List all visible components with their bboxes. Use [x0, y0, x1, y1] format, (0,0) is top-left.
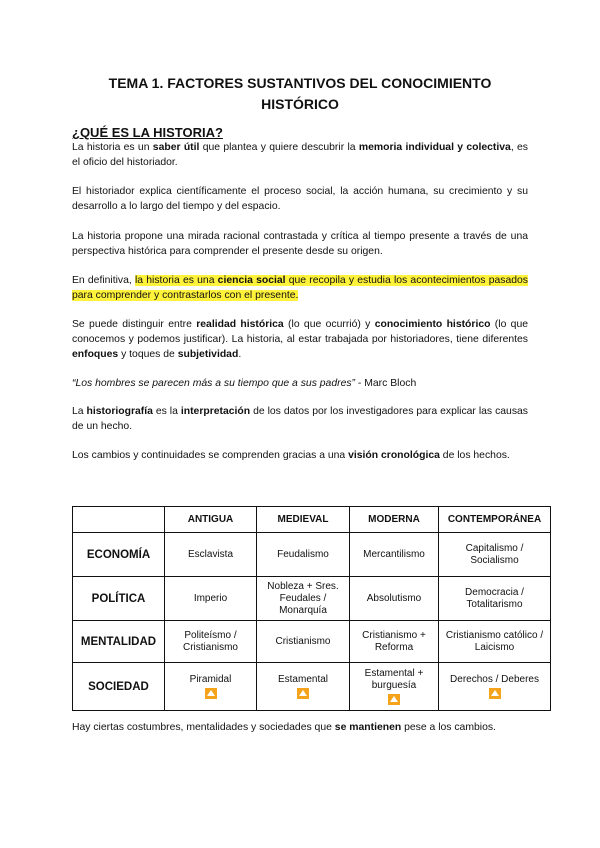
table-header-cell: CONTEMPORÁNEA [439, 507, 551, 533]
table-header-cell: ANTIGUA [165, 507, 257, 533]
table-cell: Cristianismo católico / Laicismo [439, 621, 551, 663]
highlighted-text: la historia es una ciencia social que recopila y estudia los acontecimientos pasados para comprender y contrastarlos con el presente. [72, 275, 528, 301]
quote-bloch: “Los hombres se parecen más a su tiempo que a sus padres” - Marc Bloch [72, 378, 417, 389]
table-cell: Estamental + burguesía [350, 663, 439, 711]
paragraph-definition: La historia es un saber útil que plantea y quiere descubrir la memoria individual y colectiva, es el oficio del historiador. [72, 142, 528, 168]
table-row [73, 621, 551, 663]
paragraph-perspective: La historia propone una mirada racional contrastada y crítica al tiempo presente a través de una perspectiva histórica para comprender el presente desde su origen. [72, 231, 528, 257]
table-header-cell: MEDIEVAL [257, 507, 350, 533]
document-title: TEMA 1. FACTORES SUSTANTIVOS DEL CONOCIMIENTO HISTÓRICO [108, 75, 492, 112]
table-cell: Imperio [165, 577, 257, 621]
warning-triangle-icon [297, 688, 309, 699]
row-label: ECONOMÍA [73, 533, 165, 577]
table-cell: Cristianismo + Reforma [350, 621, 439, 663]
row-label: SOCIEDAD [73, 663, 165, 711]
paragraph-historiography: La historiografía es la interpretación de los datos por los investigadores para explicar las causas de un hecho. [72, 406, 528, 432]
warning-triangle-icon [388, 694, 400, 705]
paragraph-continuities: Hay ciertas costumbres, mentalidades y sociedades que se mantienen pese a los cambios. [72, 722, 496, 733]
warning-triangle-icon [205, 688, 217, 699]
table-header-row [73, 507, 551, 533]
table-row [73, 577, 551, 621]
table-cell: Piramidal [165, 663, 257, 711]
warning-triangle-icon [489, 688, 501, 699]
paragraph-conclusion: En definitiva, la historia es una ciencia social que recopila y estudia los acontecimientos pasados para comprender y contrastarlos con el presente. [72, 275, 528, 301]
table-cell: Cristianismo [257, 621, 350, 663]
section-title: ¿QUÉ ES LA HISTORIA? [72, 125, 223, 140]
table-cell: Feudalismo [257, 533, 350, 577]
paragraph-chronology: Los cambios y continuidades se comprenden gracias a una visión cronológica de los hechos. [72, 450, 510, 461]
table-cell: Politeísmo / Cristianismo [165, 621, 257, 663]
history-periods-table [72, 506, 551, 711]
table-cell: Derechos / Deberes [439, 663, 551, 711]
paragraph-historian: El historiador explica científicamente el proceso social, la acción humana, su crecimiento y su desarrollo a lo largo del tiempo y del espacio. [72, 186, 528, 212]
table-cell: Nobleza + Sres. Feudales / Monarquía [257, 577, 350, 621]
table-cell: Absolutismo [350, 577, 439, 621]
table-corner-cell [73, 507, 165, 533]
row-label: POLÍTICA [73, 577, 165, 621]
table-cell: Estamental [257, 663, 350, 711]
table-cell: Esclavista [165, 533, 257, 577]
table-header-cell: MODERNA [350, 507, 439, 533]
paragraph-reality-knowledge: Se puede distinguir entre realidad histórica (lo que ocurrió) y conocimiento histórico (lo que conocemos y podemos justificar). La historia, al estar trabajada por historiadores, tiene diferentes enfoques y toques de subjetividad. [72, 319, 529, 360]
table-cell: Mercantilismo [350, 533, 439, 577]
table-cell: Capitalismo / Socialismo [439, 533, 551, 577]
table-row [73, 533, 551, 577]
row-label: MENTALIDAD [73, 621, 165, 663]
table-row [73, 663, 551, 711]
table-cell: Democracia / Totalitarismo [439, 577, 551, 621]
